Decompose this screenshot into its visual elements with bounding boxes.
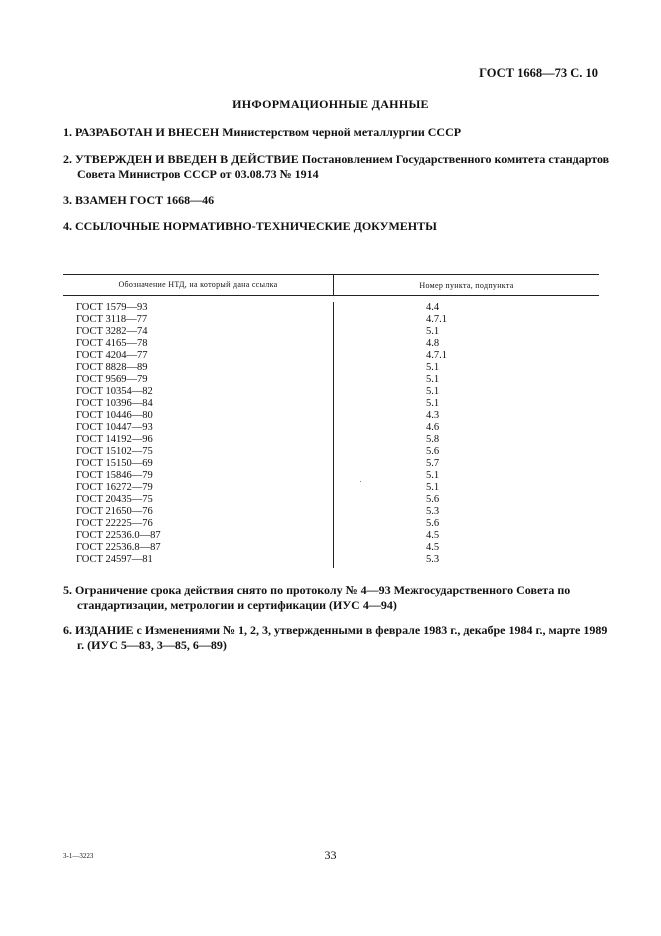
- table-cell-clause: 5.1: [426, 362, 440, 373]
- table-cell-document: ГОСТ 15102—75: [76, 446, 153, 457]
- table-cell-clause: 5.6: [426, 494, 440, 505]
- table-cell-clause: 5.1: [426, 386, 440, 397]
- item-number: 2.: [63, 152, 72, 166]
- table-cell-clause: 5.3: [426, 554, 440, 565]
- table-cell-document: ГОСТ 3118—77: [76, 314, 148, 325]
- page-number: 33: [324, 848, 337, 862]
- table-cell-clause: 4.7.1: [426, 350, 447, 361]
- table-cell-clause: 4.5: [426, 542, 440, 553]
- table-cell-clause: 5.3: [426, 506, 440, 517]
- info-item-2: [63, 152, 617, 182]
- table-cell-document: ГОСТ 10446—80: [76, 410, 153, 421]
- table-cell-document: ГОСТ 3282—74: [76, 326, 148, 337]
- page-header-doc-ref: ГОСТ 1668—73 С. 10: [479, 66, 598, 80]
- table-cell-document: ГОСТ 4165—78: [76, 338, 148, 349]
- table-cell-clause: 4.7.1: [426, 314, 447, 325]
- item-lead: УТВЕРЖДЕН И ВВЕДЕН В ДЕЙСТВИЕ: [75, 152, 299, 166]
- table-cell-clause: 5.1: [426, 470, 440, 481]
- table-cell-clause: 5.1: [426, 374, 440, 385]
- table-cell-clause: 5.1: [426, 398, 440, 409]
- table-cell-clause: 4.4: [426, 302, 440, 313]
- table-cell-document: ГОСТ 21650—76: [76, 506, 153, 517]
- table-cell-document: ГОСТ 22225—76: [76, 518, 153, 529]
- item-number: 6.: [63, 623, 72, 637]
- table-cell-document: ГОСТ 16272—79: [76, 482, 153, 493]
- info-item-3: [63, 193, 603, 208]
- table-cell-document: ГОСТ 4204—77: [76, 350, 148, 361]
- table-cell-document: ГОСТ 24597—81: [76, 554, 153, 565]
- item-lead: ССЫЛОЧНЫЕ НОРМАТИВНО-ТЕХНИЧЕСКИЕ ДОКУМЕНТЫ: [75, 219, 437, 233]
- table-cell-clause: 4.3: [426, 410, 440, 421]
- table-cell-clause: 4.6: [426, 422, 440, 433]
- column-header-document: Обозначение НТД, на который дана ссылка: [63, 275, 334, 295]
- table-body: [63, 302, 599, 568]
- scan-speck: [360, 481, 361, 482]
- table-cell-document: ГОСТ 14192—96: [76, 434, 153, 445]
- column-clauses: [334, 302, 599, 568]
- table-cell-clause: 5.7: [426, 458, 440, 469]
- item-number: 1.: [63, 125, 72, 139]
- table-cell-document: ГОСТ 10447—93: [76, 422, 153, 433]
- table-cell-document: ГОСТ 15846—79: [76, 470, 153, 481]
- item-text: снято по протоколу № 4—93 Межгосударственного Совета по стандартизации, метрологии и сертификации (ИУС 4—94): [77, 583, 571, 612]
- item-text: с Изменениями № 1, 2, 3, утвержденными в феврале 1983 г., декабре 1984 г., марте 1989 г. (ИУС 5—83, 3—85, 6—89): [77, 623, 608, 652]
- table-cell-clause: 4.5: [426, 530, 440, 541]
- item-number: 3.: [63, 193, 72, 207]
- item-number: 4.: [63, 219, 72, 233]
- item-lead: ИЗДАНИЕ: [75, 623, 134, 637]
- table-cell-document: ГОСТ 8828—89: [76, 362, 148, 373]
- info-item-6: [63, 623, 617, 653]
- info-item-5: [63, 583, 617, 613]
- table-cell-document: ГОСТ 15150—69: [76, 458, 153, 469]
- table-cell-clause: 5.6: [426, 518, 440, 529]
- table-cell-document: ГОСТ 10354—82: [76, 386, 153, 397]
- info-item-4: [63, 219, 603, 234]
- info-item-1: [63, 125, 603, 140]
- table-cell-document: ГОСТ 22536.0—87: [76, 530, 161, 541]
- table-cell-document: ГОСТ 10396—84: [76, 398, 153, 409]
- item-lead: РАЗРАБОТАН И ВНЕСЕН: [75, 125, 220, 139]
- table-cell-clause: 5.1: [426, 482, 440, 493]
- print-code: 3-1—3223: [63, 852, 94, 860]
- table-cell-clause: 5.1: [426, 326, 440, 337]
- section-title: ИНФОРМАЦИОННЫЕ ДАННЫЕ: [232, 97, 429, 111]
- reference-documents-table: [63, 274, 599, 568]
- table-cell-clause: 4.8: [426, 338, 440, 349]
- item-text: Постановлением Государственного комитета стандартов Совета Министров СССР от 03.08.73 № 1914: [77, 152, 610, 181]
- table-header: [63, 274, 599, 296]
- item-lead: Ограничение срока действия: [75, 583, 234, 597]
- column-documents: [63, 302, 334, 568]
- item-text: Министерством черной металлургии СССР: [222, 125, 462, 139]
- table-cell-document: ГОСТ 22536.8—87: [76, 542, 161, 553]
- table-cell-document: ГОСТ 1579—93: [76, 302, 148, 313]
- table-cell-clause: 5.6: [426, 446, 440, 457]
- table-cell-document: ГОСТ 9569—79: [76, 374, 148, 385]
- item-number: 5.: [63, 583, 72, 597]
- table-cell-document: ГОСТ 20435—75: [76, 494, 153, 505]
- column-header-clause: Номер пункта, подпункта: [419, 280, 514, 290]
- table-cell-clause: 5.8: [426, 434, 440, 445]
- item-lead: ВЗАМЕН ГОСТ 1668—46: [75, 193, 215, 207]
